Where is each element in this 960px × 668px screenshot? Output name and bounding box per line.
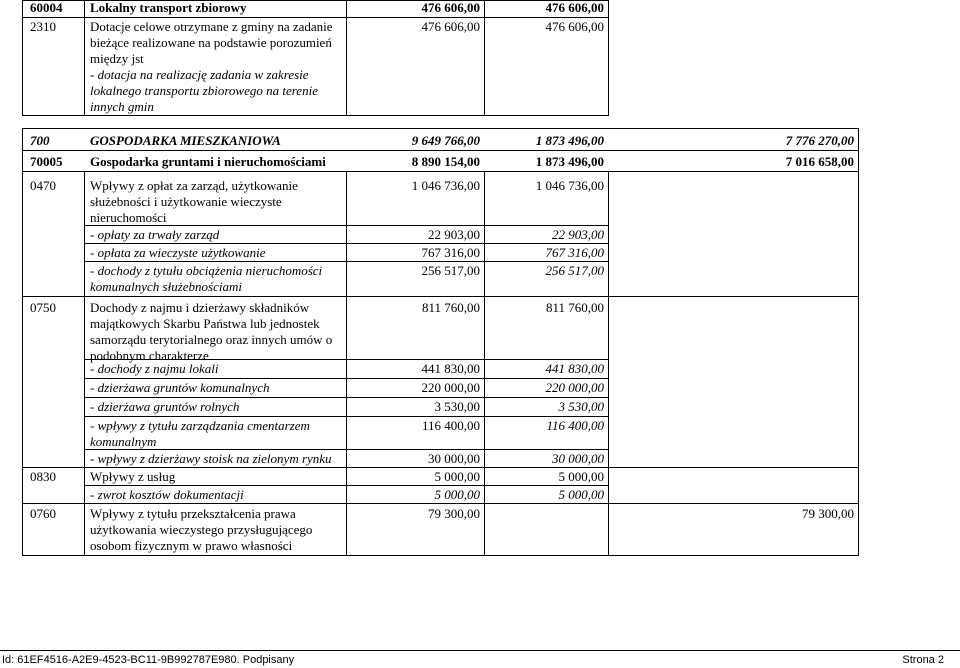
- sub-3-label: - dochody z tytułu obciążenia nieruchomości komunalnych służebnościami: [90, 263, 323, 294]
- row-60004-label: Lokalny transport zbiorowy: [90, 0, 247, 15]
- row-0760-v3: 79 300,00: [802, 506, 854, 521]
- sub-4-v2: 441 830,00: [545, 361, 604, 376]
- row-0760-code: 0760: [30, 506, 56, 521]
- row-0750-label: Dochody z najmu i dzierżawy składników majątkowych Skarbu Państwa lub jednostek samorządu terytorialnego oraz innych umów o podobnym charakterze: [90, 300, 333, 363]
- sub-6-v1: 3 530,00: [434, 399, 480, 414]
- row-0750-code: 0750: [30, 300, 56, 315]
- row-0470-v2: 1 046 736,00: [535, 178, 604, 193]
- sub-4-v1: 441 830,00: [421, 361, 480, 376]
- sub-1-v2: 22 903,00: [552, 227, 604, 242]
- sub-8-label: - wpływy z dzierżawy stoisk na zielonym rynku: [90, 451, 332, 466]
- sub-8-v1: 30 000,00: [428, 451, 480, 466]
- row-2310-sub: - dotacja na realizację zadania w zakresie lokalnego transportu zbiorowego na terenie innych gmin: [90, 67, 318, 114]
- sub-1-v1: 22 903,00: [428, 227, 480, 242]
- row-0760-v1: 79 300,00: [428, 506, 480, 521]
- sub-1-label: - opłaty za trwały zarząd: [90, 227, 220, 242]
- row-0750-v2: 811 760,00: [545, 300, 604, 315]
- sub-7-v1: 116 400,00: [421, 418, 480, 433]
- sub-5-v1: 220 000,00: [421, 380, 480, 395]
- sub-7-v2: 116 400,00: [546, 418, 604, 433]
- sub-9-v2: 5 000,00: [558, 487, 604, 502]
- footer-page-number: Strona 2: [902, 654, 944, 666]
- sub-2-v2: 767 316,00: [545, 245, 604, 260]
- row-700-v1: 9 649 766,00: [411, 133, 480, 148]
- sub-5-label: - dzierżawa gruntów komunalnych: [90, 380, 270, 395]
- row-70005-v3: 7 016 658,00: [785, 154, 854, 169]
- row-60004-v2: 476 606,00: [545, 0, 604, 15]
- row-0750-v1: 811 760,00: [421, 300, 480, 315]
- row-70005-code: 70005: [30, 154, 63, 169]
- sub-7-label: - wpływy z tytułu zarządzania cmentarzem komunalnym: [90, 418, 310, 449]
- sub-3-v2: 256 517,00: [545, 263, 604, 278]
- sub-3-v1: 256 517,00: [421, 263, 480, 278]
- row-0830-v1: 5 000,00: [434, 469, 480, 484]
- row-0830-v2: 5 000,00: [558, 469, 604, 484]
- row-70005-label: Gospodarka gruntami i nieruchomościami: [90, 154, 326, 169]
- row-2310-v1: 476 606,00: [421, 19, 480, 34]
- sub-6-label: - dzierżawa gruntów rolnych: [90, 399, 240, 414]
- row-0830-code: 0830: [30, 469, 56, 484]
- footer-id: Id: 61EF4516-A2E9-4523-BC11-9B992787E980. Podpisany: [2, 654, 295, 666]
- row-0760-label: Wpływy z tytułu przekształcenia prawa użytkowania wieczystego przysługującego osobom fizycznym w prawo własności: [90, 506, 313, 553]
- sub-6-v2: 3 530,00: [558, 399, 604, 414]
- row-60004-v1: 476 606,00: [421, 0, 480, 15]
- sub-9-v1: 5 000,00: [434, 487, 480, 502]
- row-700-v3: 7 776 270,00: [785, 133, 854, 148]
- row-700-code: 700: [30, 133, 50, 148]
- sub-2-label: - opłata za wieczyste użytkowanie: [90, 245, 266, 260]
- row-60004-code: 60004: [30, 0, 63, 15]
- sub-4-label: - dochody z najmu lokali: [90, 361, 219, 376]
- row-2310-code: 2310: [30, 19, 56, 34]
- row-70005-v1: 8 890 154,00: [411, 154, 480, 169]
- sub-2-v1: 767 316,00: [421, 245, 480, 260]
- sub-8-v2: 30 000,00: [552, 451, 604, 466]
- row-700-label: GOSPODARKA MIESZKANIOWA: [90, 133, 281, 148]
- sub-5-v2: 220 000,00: [545, 380, 604, 395]
- row-2310-label: Dotacje celowe otrzymane z gminy na zadanie bieżące realizowane na podstawie porozumień między jst: [90, 19, 333, 66]
- row-0470-label: Wpływy z opłat za zarząd, użytkowanie służebności i użytkowanie wieczyste nieruchomości: [90, 178, 298, 225]
- row-0830-label: Wpływy z usług: [90, 469, 176, 484]
- row-700-v2: 1 873 496,00: [535, 133, 604, 148]
- row-0470-code: 0470: [30, 178, 56, 193]
- row-2310-v2: 476 606,00: [545, 19, 604, 34]
- row-0470-v1: 1 046 736,00: [411, 178, 480, 193]
- row-70005-v2: 1 873 496,00: [535, 154, 604, 169]
- sub-9-label: - zwrot kosztów dokumentacji: [90, 487, 244, 502]
